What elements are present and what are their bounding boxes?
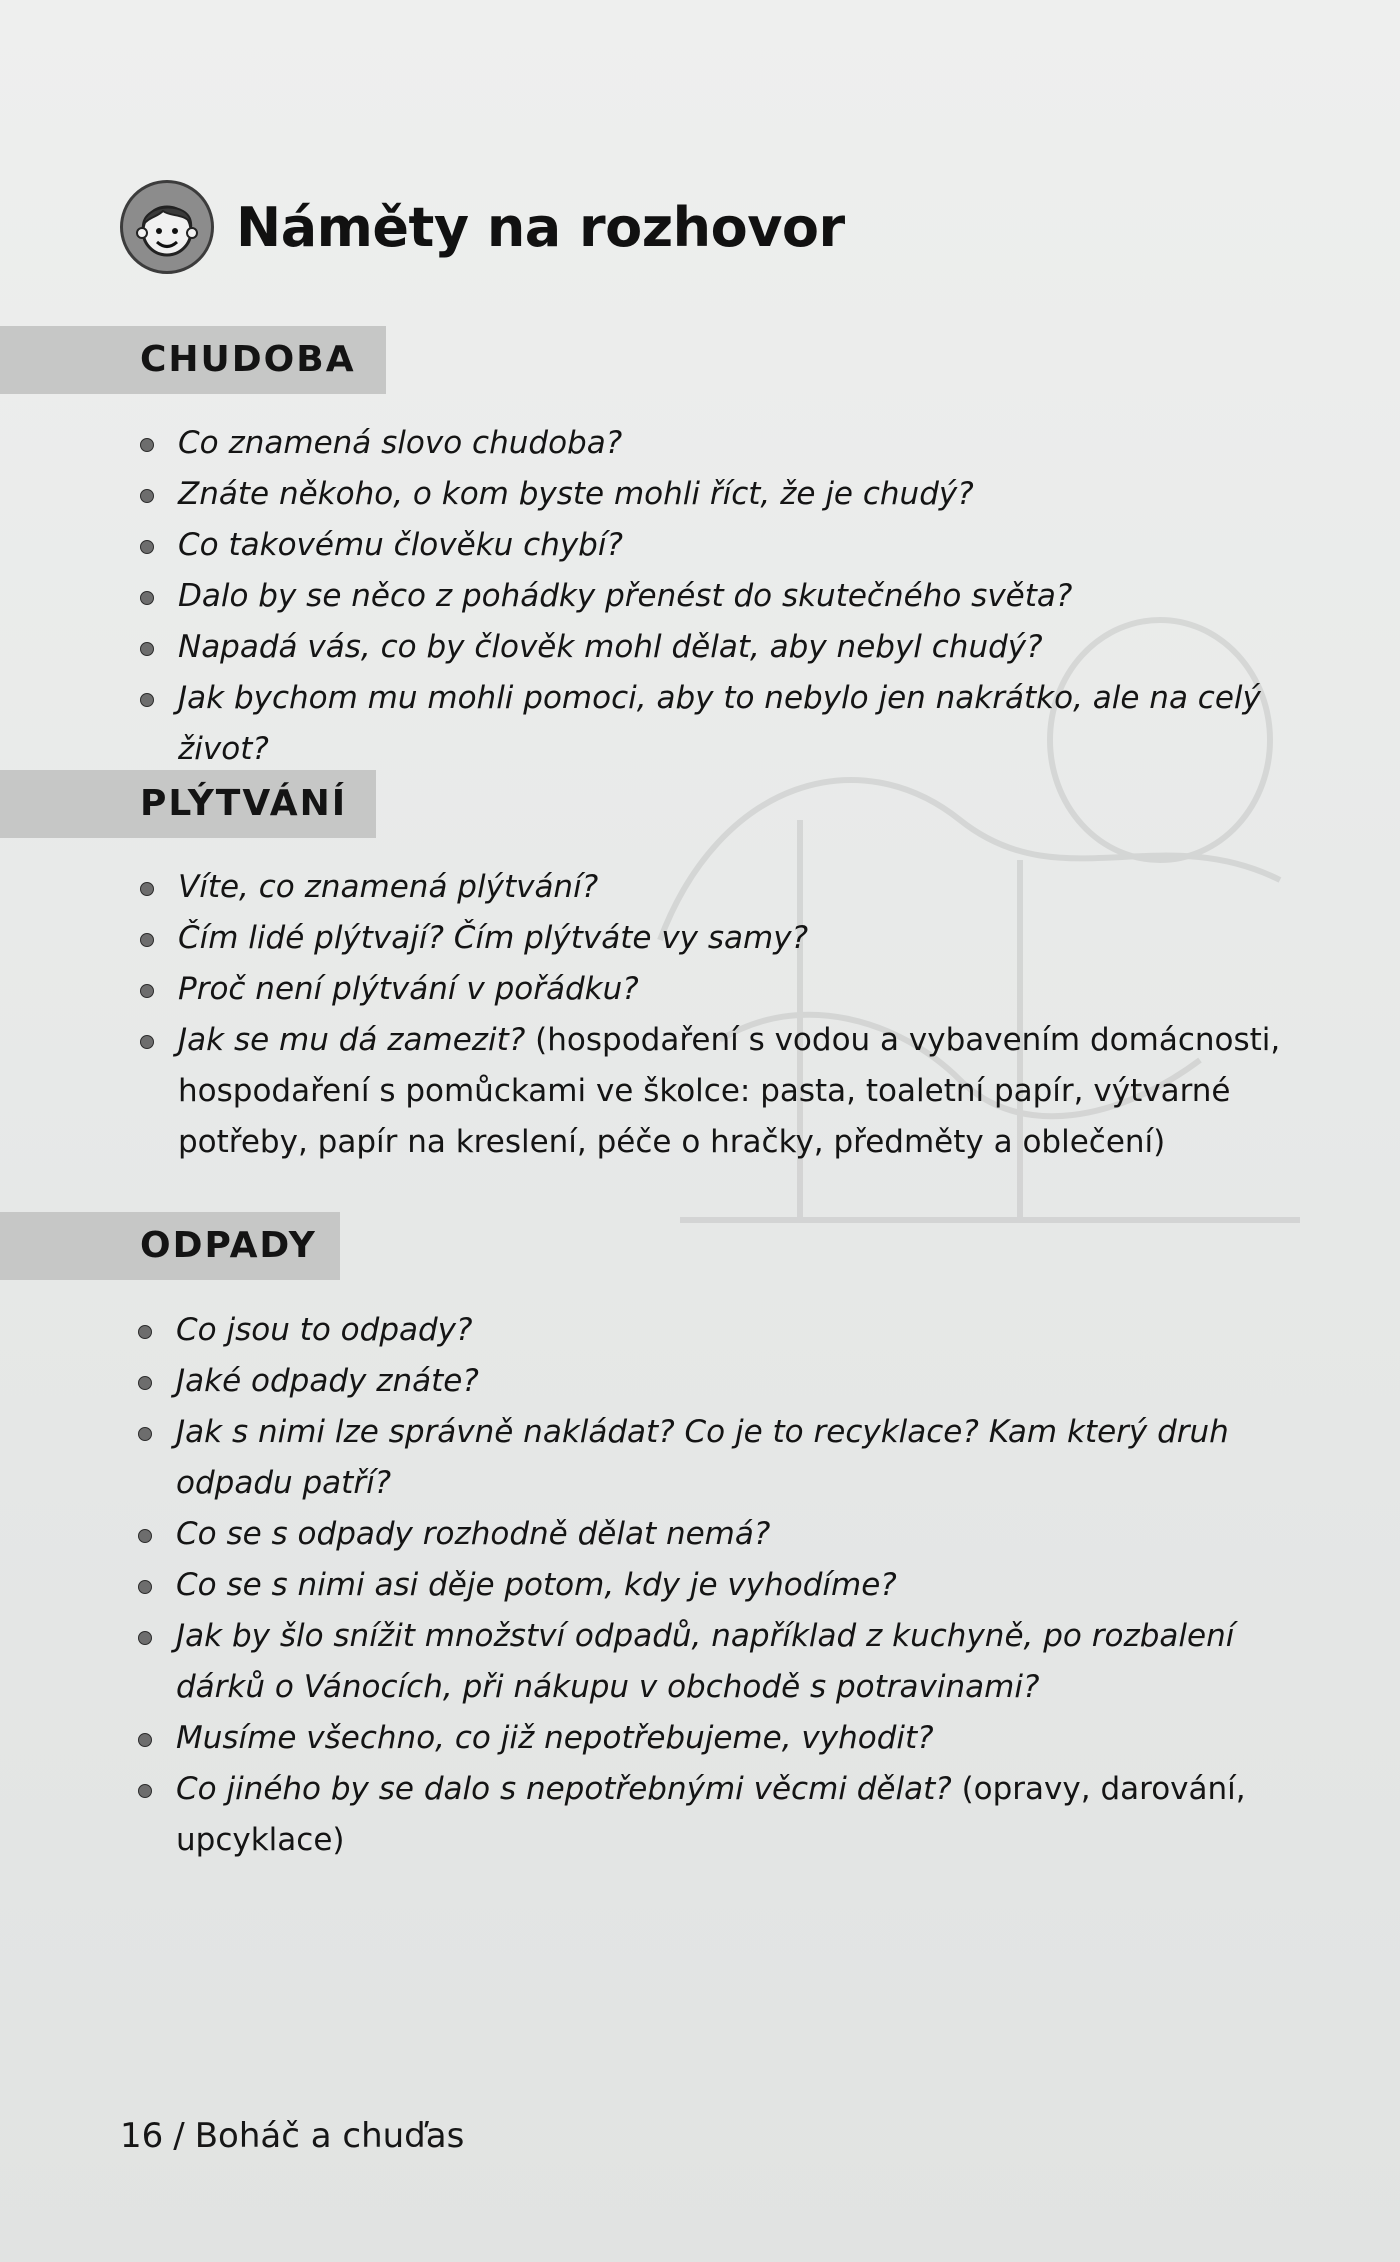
list-item: Co jsou to odpady? xyxy=(138,1305,1318,1356)
section-title-chudoba: CHUDOBA xyxy=(140,339,356,380)
bullet-icon xyxy=(140,693,154,707)
bullet-icon xyxy=(140,984,154,998)
bullet-icon xyxy=(138,1325,152,1339)
bullet-icon xyxy=(138,1733,152,1747)
bullet-icon xyxy=(138,1631,152,1645)
list-item: Víte, co znamená plýtvání? xyxy=(140,862,1320,913)
list-item: Proč není plýtvání v pořádku? xyxy=(140,964,1320,1015)
bullet-icon xyxy=(140,591,154,605)
list-item: Co se s nimi asi děje potom, kdy je vyhodíme? xyxy=(138,1560,1318,1611)
list-item: Dalo by se něco z pohádky přenést do skutečného světa? xyxy=(140,571,1320,622)
page-title: Náměty na rozhovor xyxy=(236,195,845,259)
bullet-icon xyxy=(140,642,154,656)
list-item: Co se s odpady rozhodně dělat nemá? xyxy=(138,1509,1318,1560)
page-number: 16 xyxy=(120,2116,164,2156)
question-list-chudoba xyxy=(140,418,1320,775)
bullet-icon xyxy=(140,540,154,554)
bullet-icon xyxy=(140,1035,154,1049)
bullet-icon xyxy=(140,933,154,947)
list-item: Jak se mu dá zamezit? (hospodaření s vodou a vybavením domácnosti, hospodaření s pomůckami ve školce: pasta, toaletní papír, výtvarné potřeby, papír na kreslení, péče o hračky, předměty a oblečení) xyxy=(140,1015,1320,1168)
list-item: Čím lidé plýtvají? Čím plýtváte vy samy? xyxy=(140,913,1320,964)
header xyxy=(120,180,845,274)
question-list-odpady xyxy=(138,1305,1318,1866)
bullet-icon xyxy=(138,1376,152,1390)
list-item: Jaké odpady znáte? xyxy=(138,1356,1318,1407)
list-item: Jak s nimi lze správně nakládat? Co je to recyklace? Kam který druh odpadu patří? xyxy=(138,1407,1318,1509)
section-title-odpady: ODPADY xyxy=(140,1225,317,1266)
footer-separator: / xyxy=(173,2116,185,2156)
book-title: Boháč a chuďas xyxy=(194,2116,465,2156)
list-item: Jak bychom mu mohli pomoci, aby to nebylo jen nakrátko, ale na celý život? xyxy=(140,673,1320,775)
question-list-plytvani xyxy=(140,862,1320,1168)
list-item: Musíme všechno, co již nepotřebujeme, vyhodit? xyxy=(138,1713,1318,1764)
list-item: Co znamená slovo chudoba? xyxy=(140,418,1320,469)
list-item: Napadá vás, co by člověk mohl dělat, aby nebyl chudý? xyxy=(140,622,1320,673)
bullet-icon xyxy=(138,1580,152,1594)
list-item: Co takovému člověku chybí? xyxy=(140,520,1320,571)
list-item: Jak by šlo snížit množství odpadů, například z kuchyně, po rozbalení dárků o Vánocích, při nákupu v obchodě s potravinami? xyxy=(138,1611,1318,1713)
bullet-icon xyxy=(138,1784,152,1798)
bullet-icon xyxy=(140,882,154,896)
list-item: Znáte někoho, o kom byste mohli říct, že je chudý? xyxy=(140,469,1320,520)
boy-face-icon xyxy=(120,180,214,274)
section-title-plytvani: PLÝTVÁNÍ xyxy=(140,783,348,824)
bullet-icon xyxy=(138,1427,152,1441)
bullet-icon xyxy=(138,1529,152,1543)
bullet-icon xyxy=(140,489,154,503)
page-footer xyxy=(120,2116,464,2156)
list-item: Co jiného by se dalo s nepotřebnými věcmi dělat? (opravy, darování, upcyklace) xyxy=(138,1764,1318,1866)
bullet-icon xyxy=(140,438,154,452)
